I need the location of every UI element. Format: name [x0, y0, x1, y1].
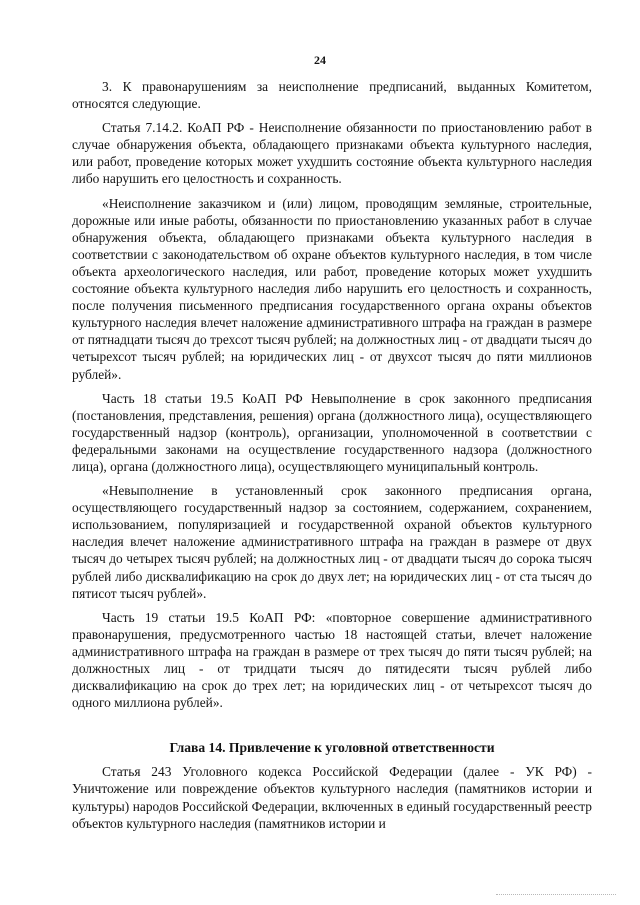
paragraph-article-7-14-2: Статья 7.14.2. КоАП РФ - Неисполнение обязанности по приостановлению работ в случае обнаружения объекта, обладающего признаками объекта культурного наследия, или работ, проведение которых может ухудшить состояние объекта культурного наследия либо нарушить его целостность и сохранность.: [72, 120, 592, 187]
paragraph-part-19-article-19-5: Часть 19 статьи 19.5 КоАП РФ: «повторное совершение административного правонарушения, предусмотренного частью 18 настоящей статьи, влечет наложение административного штрафа на граждан в размере от трех тысяч до пяти тысяч рублей; на должностных лиц - от тридцати тысяч до пятидесяти тысяч рублей либо дисквалификацию на срок до трех лет; на юридических лиц - от четырехсот тысяч до одного миллиона рублей».: [72, 609, 592, 711]
chapter-heading: Глава 14. Привлечение к уголовной ответственности: [169, 740, 495, 756]
paragraph-article-243: Статья 243 Уголовного кодекса Российской Федерации (далее - УК РФ) - Уничтожение или повреждение объектов культурного наследия (памятников истории и культуры) народов Российской Федерации, включенных в единый государственный реестр объектов культурного наследия (памятников истории и: [72, 764, 592, 831]
paragraph-violations-intro: 3. К правонарушениям за неисполнение предписаний, выданных Комитетом, относятся следующие.: [72, 79, 592, 112]
document-body: [72, 78, 592, 839]
paragraph-part-18-quote: «Невыполнение в установленный срок законного предписания органа, осуществляющего государственный надзор за состоянием, содержанием, сохранением, использованием, популяризацией и государственной охраной объектов культурного наследия влечет наложение административного штрафа на граждан в размере от двух тысяч до четырех тысяч рублей; на должностных лиц - от двадцати тысяч до сорока тысяч рублей либо дисквалификацию на срок до двух лет; на юридических лиц - от ста тысяч до пятисот тысяч рублей».: [72, 483, 592, 601]
paragraph-article-7-14-2-quote: «Неисполнение заказчиком и (или) лицом, проводящим земляные, строительные, дорожные или иные работы, обязанности по приостановлению указанных работ в случае обнаружения объекта, обладающего признаками объекта культурного наследия в соответствии с законодательством об охране объектов культурного наследия, в том числе объекта археологического наследия, или работ, проведение которых может ухудшить состояние объекта культурного наследия либо нарушить его целостность и сохранность, после получения письменного предписания государственного органа охраны объектов культурного наследия влечет наложение административного штрафа на граждан в размере от пятнадцати тысяч до трехсот тысяч рублей; на должностных лиц - от двадцати тысяч до четырехсот тысяч рублей; на юридических лиц - от двухсот тысяч до пяти миллионов рублей».: [72, 195, 592, 382]
page-number: 24: [314, 53, 326, 67]
paragraph-part-18-article-19-5: Часть 18 статьи 19.5 КоАП РФ Невыполнение в срок законного предписания (постановления, представления, решения) органа (должностного лица), осуществляющего государственный надзор (контроль), организации, уполномоченной в соответствии с федеральными законами на осуществление государственного надзора (должностного лица), органа (должностного лица), осуществляющего муниципальный контроль.: [72, 390, 592, 474]
page-footer-rule: [496, 894, 616, 895]
